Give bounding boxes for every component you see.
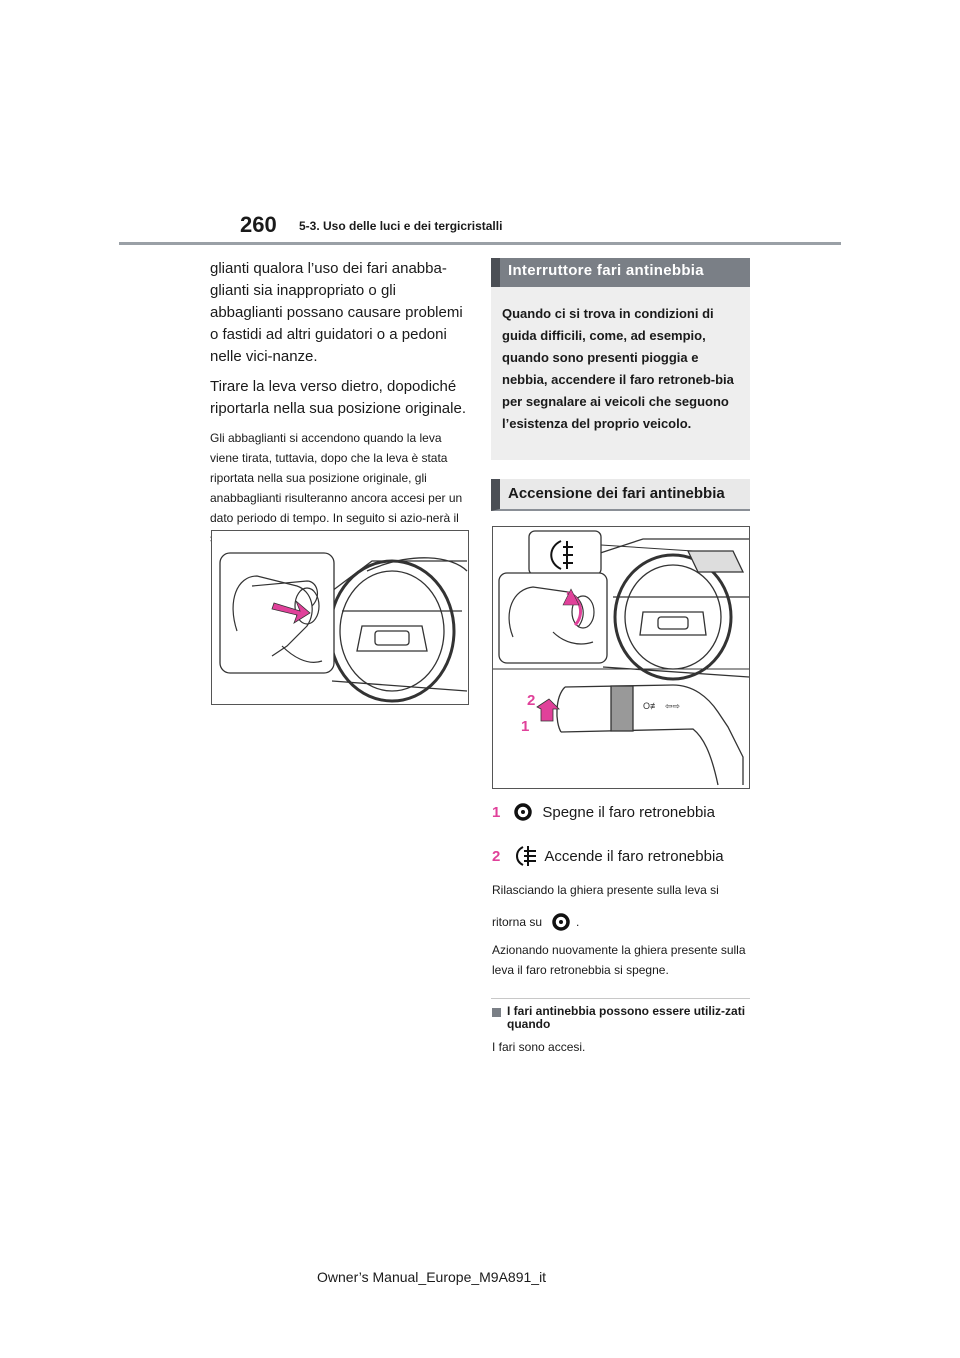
release-text-prefix: ritorna su xyxy=(492,915,543,929)
figure-label-2: 2 xyxy=(527,692,536,709)
notice-heading xyxy=(492,1005,750,1031)
release-text-line2 xyxy=(492,912,750,932)
footer-manual-id: Owner’s Manual_Europe_M9A891_it xyxy=(317,1269,547,1285)
list-item-fog-off xyxy=(492,803,715,821)
square-bullet-icon xyxy=(492,1008,501,1017)
fog-switch-banner-box xyxy=(491,287,750,460)
figure-label-1: 1 xyxy=(521,718,530,735)
left-column xyxy=(210,258,468,548)
paragraph-high-beam-caution: glianti qualora l’uso dei fari anabba-glianti sia inappropriato o gli abbaglianti possano causare problemi o fastidi ad altri guidatori o a pedoni nelle vici-nanze. xyxy=(210,260,463,365)
fog-switch-intro-text: Quando ci si trova in condizioni di guida difficili, come, ad esempio, quando sono presenti pioggia e nebbia, accendere il faro retroneb-bia per segnalare ai veicoli che seguono l’esistenza del proprio veicolo. xyxy=(502,306,734,431)
section-title: 5-3. Uso delle luci e dei tergicristalli xyxy=(299,219,503,233)
notice-title: I fari antinebbia possono essere utiliz-zati quando xyxy=(507,1004,746,1031)
paragraph-pull-lever: Tirare la leva verso dietro, dopodiché riportarla nella sua posizione originale. xyxy=(210,378,466,417)
off-icon xyxy=(514,803,532,821)
release-paragraph xyxy=(492,880,750,932)
lever-pull-illustration xyxy=(211,530,469,705)
fog-switch-illustration xyxy=(492,526,750,789)
notice-body: I fari sono accesi. xyxy=(492,1040,586,1054)
fog-switch-banner-title: Interruttore fari antinebbia xyxy=(491,258,750,287)
svg-text:⇦⇨: ⇦⇨ xyxy=(665,701,681,711)
paragraph-high-beam-note: Gli abbaglianti si accendono quando la leva viene tirata, tuttavia, dopo che la leva è stata riportata nella sua posizione originale, gli anabbaglianti risulteranno ancora accesi per un dato periodo di tempo. In seguito si azio-nerà il xyxy=(210,431,463,525)
subheading-fog-lights-on: Accensione dei fari antinebbia xyxy=(491,479,750,511)
item-text: Spegne il faro retronebbia xyxy=(542,803,715,821)
fog-lever-drawing xyxy=(493,527,749,788)
item-text: Accende il faro retronebbia xyxy=(544,847,724,865)
list-item-fog-on xyxy=(492,845,724,867)
release-text-line1: Rilasciando la ghiera presente sulla leva si xyxy=(492,883,719,897)
off-icon xyxy=(552,913,570,931)
rear-fog-icon xyxy=(512,845,540,867)
item-number: 1 xyxy=(492,803,501,821)
svg-text:O≢: O≢ xyxy=(643,701,660,711)
header-rule xyxy=(119,242,841,245)
steering-wheel-lever-drawing xyxy=(212,531,468,704)
paragraph-press-again: Azionando nuovamente la ghiera presente sulla leva il faro retronebbia si spegne. xyxy=(492,943,746,977)
item-number: 2 xyxy=(492,847,501,865)
release-text-suffix: . xyxy=(576,915,580,929)
page-number: 260 xyxy=(240,212,277,237)
rear-fog-callout-box xyxy=(529,531,601,575)
notice-rule xyxy=(491,998,750,999)
